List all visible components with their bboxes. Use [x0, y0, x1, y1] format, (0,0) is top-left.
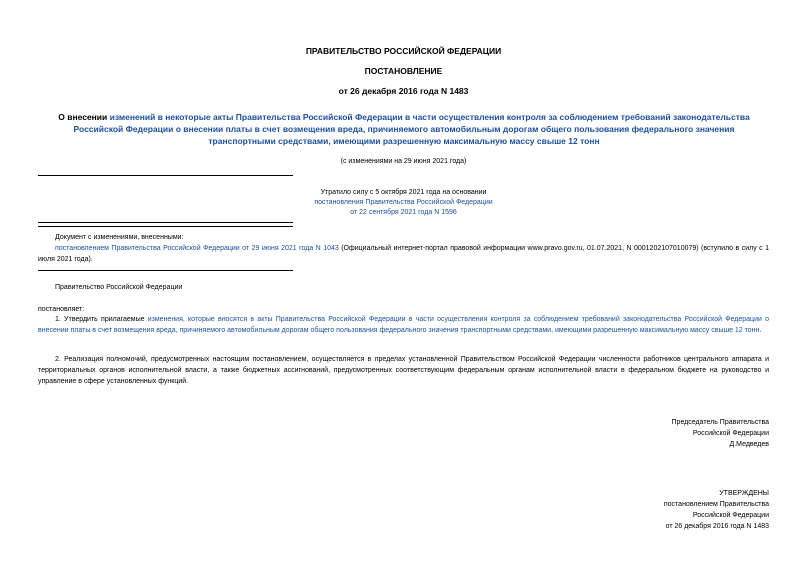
expiry-link-line2[interactable]: от 22 сентября 2021 года N 1596: [350, 209, 457, 216]
amendments-note: (с изменениями на 29 июня 2021 года): [340, 158, 467, 165]
government-name: ПРАВИТЕЛЬСТВО РОССИЙСКОЙ ФЕДЕРАЦИИ: [305, 46, 502, 56]
expiry-link-line1[interactable]: постановления Правительства Российской Федерации: [314, 199, 493, 206]
paragraph-2: 2. Реализация полномочий, предусмотренных настоящим постановлением, осуществляется в пределах установленной Правительством Российской Федерации численности работников центрального аппарата и территориальных органов исполнительной власти, а также бюджетных ассигнований, предусмотренных соответствующим федеральным органам исполнительной власти в федеральном бюджете на руководство и управление в сфере установленных функций.: [38, 356, 769, 385]
approval-line2: постановлением Правительства: [663, 501, 769, 508]
document-type: ПОСТАНОВЛЕНИЕ: [364, 66, 443, 76]
approval-heading: УТВЕРЖДЕНЫ: [719, 490, 769, 497]
p1-amendments-link[interactable]: изменения, которые вносятся в акты Правительства Российской Федерации в части осуществления контроля за соблюдением требований законодательства Российской Федерации о внесении платы в счет возмещения вреда, причиняемого автомобильным дорогам общего пользования федерального значения транспортными средствами, имеющими разрешенную максимальную массу свыше 12 тонн: [38, 316, 769, 334]
signature-title: Председатель Правительства: [671, 419, 769, 426]
separator-line: [38, 270, 293, 271]
approval-block: [664, 488, 769, 532]
changes-rest: (Официальный интернет-портал правовой информации www.pravo.gov.ru, 01.07.2021, N 0001202107010079) (вступило в силу с 1 июля 2021 года).: [38, 245, 769, 263]
changes-intro: Документ с изменениями, внесенными:: [55, 234, 184, 241]
paragraph-1: [38, 314, 769, 336]
separator-line: [38, 175, 293, 176]
expiry-text: Утратило силу с 5 октября 2021 года на основании: [320, 189, 487, 196]
separator-line: [38, 226, 293, 227]
changes-link[interactable]: постановлением Правительства Российской Федерации от 29 июня 2021 года N 1043: [55, 245, 339, 252]
p1-suffix: .: [759, 327, 762, 334]
signature-org: Российской Федерации: [692, 430, 769, 437]
document-title: [44, 111, 764, 147]
signature-block: [672, 417, 769, 450]
title-amendments-link[interactable]: изменений в некоторые акты Правительства Российской Федерации в части осуществления контроля за соблюдением требований законодательства Российской Федерации о внесении платы в счет возмещения вреда, причиняемого автомобильным дорогам общего пользования федерального значения транспортными средствами, имеющими разрешенную максимальную массу свыше 12 тонн: [73, 112, 750, 146]
issuer: Правительство Российской Федерации: [55, 284, 183, 291]
separator-line: [38, 222, 293, 223]
resolves: постановляет:: [38, 306, 85, 313]
approval-line4: от 26 декабря 2016 года N 1483: [665, 523, 769, 530]
document-date-number: от 26 декабря 2016 года N 1483: [338, 86, 469, 96]
signature-name: Д.Медведев: [729, 441, 769, 448]
title-prefix: О внесении: [58, 112, 110, 122]
approval-line3: Российской Федерации: [692, 512, 769, 519]
p1-prefix: 1. Утвердить прилагаемые: [55, 316, 148, 323]
changes-details: [38, 243, 769, 265]
